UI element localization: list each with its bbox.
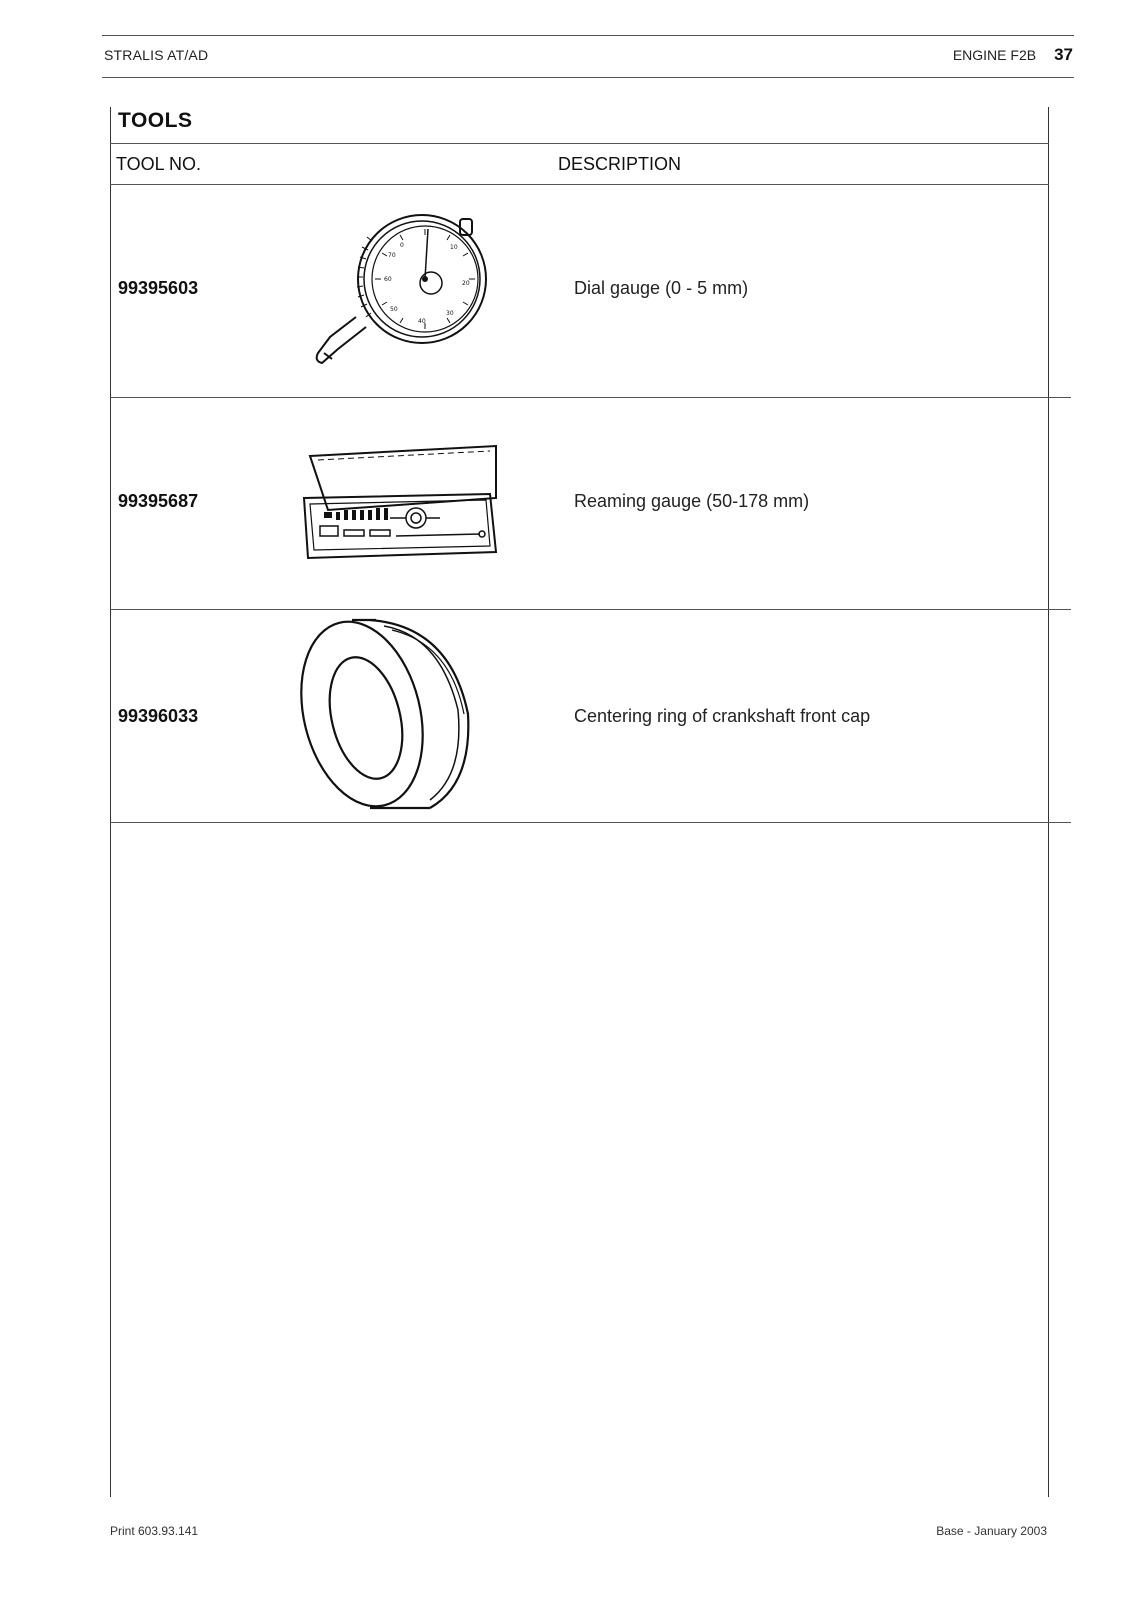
svg-text:60: 60 — [384, 276, 392, 283]
tool-number: 99395687 — [118, 491, 199, 511]
page-number: 37 — [1054, 45, 1073, 64]
header-left-title — [104, 47, 208, 63]
svg-text:30: 30 — [446, 310, 454, 317]
header-model-suffix: AT/AD — [167, 47, 209, 63]
header-section-title: ENGINE F2B — [952, 47, 1037, 63]
tool-number: 99396033 — [118, 706, 199, 726]
header-right — [953, 45, 1073, 65]
table-row — [110, 398, 1071, 616]
svg-text:50: 50 — [390, 306, 398, 313]
table-row — [110, 185, 1071, 403]
column-header-description: DESCRIPTION — [558, 154, 682, 174]
centering-ring-icon — [300, 614, 480, 814]
tool-description: Reaming gauge (50-178 mm) — [574, 491, 810, 511]
svg-text:70: 70 — [388, 252, 396, 259]
svg-text:0: 0 — [400, 242, 404, 249]
footer-print-code: Print 603.93.141 — [110, 1524, 199, 1538]
tool-number: 99395603 — [118, 278, 199, 298]
column-header-tool-no: TOOL NO. — [116, 154, 202, 174]
tools-table — [110, 107, 1071, 1497]
header-model: STRALIS — [104, 47, 164, 63]
table-row — [110, 610, 1071, 828]
svg-text:20: 20 — [462, 280, 470, 287]
section-title: TOOLS — [118, 109, 193, 132]
tool-description: Dial gauge (0 - 5 mm) — [574, 278, 749, 298]
tool-description: Centering ring of crankshaft front cap — [574, 706, 871, 726]
reaming-gauge-case-icon — [300, 438, 500, 568]
dial-gauge-icon — [300, 207, 490, 367]
header-top-rule — [102, 35, 1074, 36]
row-rule — [110, 822, 1071, 823]
footer-edition: Base - January 2003 — [936, 1524, 1047, 1538]
title-rule — [110, 143, 1049, 144]
header-bottom-rule — [102, 77, 1074, 78]
svg-text:40: 40 — [418, 318, 426, 325]
svg-text:10: 10 — [450, 244, 458, 251]
